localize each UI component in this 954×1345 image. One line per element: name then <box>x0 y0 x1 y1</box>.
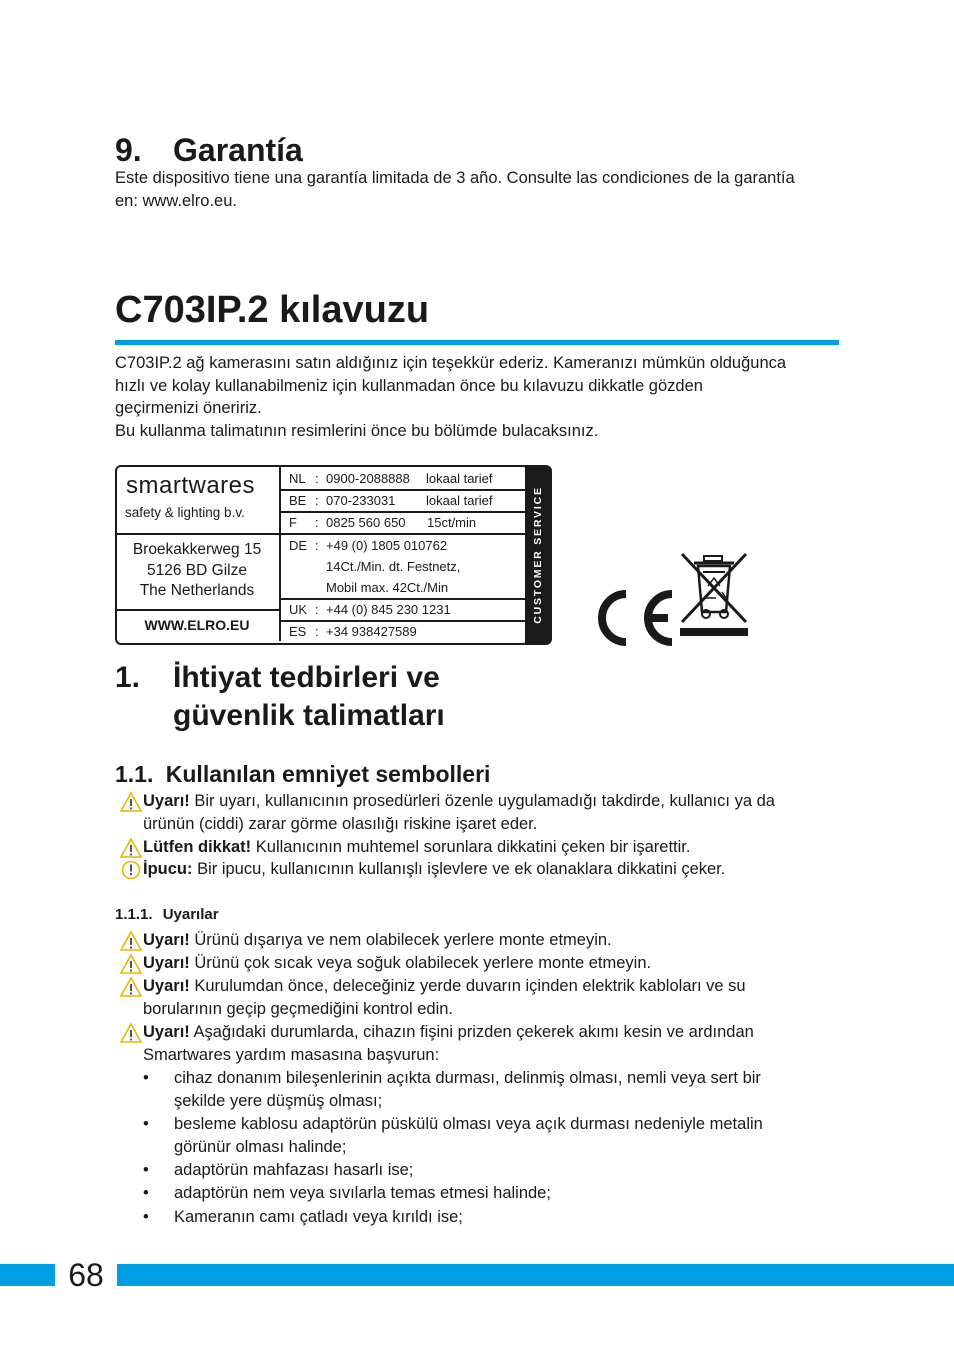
list-item-text: adaptörün nem veya sıvılarla temas etmesi halinde; <box>174 1184 551 1202</box>
intro-line: geçirmenizi öneririz. <box>115 399 262 417</box>
rate: Mobil max. 42Ct./Min <box>326 580 449 595</box>
section-title-line: İhtiyat tedbirleri ve <box>173 661 440 694</box>
separator: : <box>315 538 319 553</box>
section-number: 1.1. <box>115 761 154 787</box>
item-text: ürünün (ciddi) zarar görme olasılığı riskine işaret eder. <box>143 814 538 833</box>
divider <box>281 620 525 622</box>
section-1-1-heading <box>115 759 490 789</box>
warning-label: Uyarı! <box>143 954 190 972</box>
phone-number: +49 (0) 1805 010762 <box>326 538 448 553</box>
item-text: Smartwares yardım masasına başvurun: <box>143 1045 440 1064</box>
item-text: Kurulumdan önce, deleceğiniz yerde duvarın içinden elektrik kabloları ve su <box>189 977 746 995</box>
brand-subtitle: safety & lighting b.v. <box>125 505 245 520</box>
list-item-text: cihaz donanım bileşenlerinin açıkta durması, delinmiş olması, nemli veya sert bir <box>174 1069 761 1087</box>
bullet-marker: • <box>143 1115 149 1133</box>
phone-number: 0825 560 650 <box>326 515 406 530</box>
warranty-text: Este dispositivo tiene una garantía limitada de 3 año. Consulte las condiciones de la garantía en: www.elro.eu. <box>115 169 795 210</box>
phone-number: +34 938427589 <box>326 624 417 639</box>
warning-triangle-icon <box>120 931 142 951</box>
caution-label: Lütfen dikkat! <box>143 838 252 856</box>
page-number: 68 <box>55 1255 117 1295</box>
intro-line: Bu kullanma talimatının resimlerini önce bu bölümde bulacaksınız. <box>115 421 599 440</box>
item-text: Ürünü çok sıcak veya soğuk olabilecek yerlere monte etmeyin. <box>189 954 652 972</box>
country-code: DE <box>289 538 308 553</box>
country-code: UK <box>289 602 308 617</box>
website-url: WWW.ELRO.EU <box>144 617 250 633</box>
warning-label: Uyarı! <box>143 931 190 949</box>
section-1-heading <box>115 660 615 740</box>
address-line: 5126 BD Gilze <box>147 561 247 579</box>
page-title: C703IP.2 kılavuzu <box>115 289 430 331</box>
customer-service-title: CUSTOMER SERVICE <box>532 486 544 624</box>
list-item-text: adaptörün mahfazası hasarlı ise; <box>174 1161 414 1179</box>
address-line: Broekakkerweg 15 <box>132 541 262 558</box>
intro-line: C703IP.2 ağ kamerasını satın aldığınız için teşekkür ederiz. Kameranızı mümkün olduğunca <box>115 354 787 372</box>
section-title-line: güvenlik talimatları <box>173 699 445 732</box>
list-item-text: görünür olması halinde; <box>174 1137 347 1156</box>
warning-triangle-icon <box>120 954 142 974</box>
item-text: Aşağıdaki durumlarda, cihazın fişini prizden çekerek akımı kesin ve ardından <box>189 1023 754 1041</box>
warning-triangle-icon <box>120 1023 142 1043</box>
footer-bar <box>0 1264 954 1286</box>
intro-line: hızlı ve kolay kullanabilmeniz için kullanmadan önce bu kılavuzu dikkatle gözden <box>115 376 703 395</box>
separator: : <box>315 624 319 639</box>
bullet-marker: • <box>143 1069 149 1087</box>
country-code: BE <box>289 493 307 508</box>
list-item-text: besleme kablosu adaptörün püskülü olması veya açık durması nedeniyle metalin <box>174 1115 763 1133</box>
divider <box>281 533 525 535</box>
list-item-text: şekilde yere düşmüş olması; <box>174 1091 383 1110</box>
separator: : <box>315 493 319 508</box>
rate: 15ct/min <box>427 515 477 530</box>
separator: : <box>315 471 319 486</box>
company-address <box>115 533 279 611</box>
section-1-1-1-heading <box>115 906 219 923</box>
section-9-heading <box>115 130 303 170</box>
rate: lokaal tarief <box>426 493 493 508</box>
divider <box>279 465 281 641</box>
section-number: 1. <box>115 661 141 694</box>
divider <box>281 511 525 513</box>
weee-crossed-bin-icon <box>676 550 752 638</box>
address-line: The Netherlands <box>139 582 255 599</box>
bullet-marker: • <box>143 1161 149 1179</box>
item-text: Bir ipucu, kullanıcının kullanışlı işlevlere ve ek olanaklara dikkatini çeker. <box>192 860 726 878</box>
section-title: Kullanılan emniyet sembolleri <box>165 761 491 787</box>
section-title: Uyarılar <box>162 906 219 923</box>
section-number: 9. <box>115 132 142 168</box>
country-code: F <box>289 515 297 530</box>
country-code: NL <box>289 471 306 486</box>
tip-exclamation-icon <box>120 860 142 880</box>
bullet-marker: • <box>143 1208 149 1226</box>
ce-mark-icon <box>586 588 678 648</box>
list-item-text: Kameranın camı çatladı veya kırıldı ise; <box>174 1208 463 1226</box>
warning-triangle-icon <box>120 977 142 997</box>
rate: 14Ct./Min. dt. Festnetz, <box>326 559 461 574</box>
item-text: Kullanıcının muhtemel sorunlara dikkatini çeken bir işarettir. <box>251 838 691 856</box>
divider <box>281 489 525 491</box>
bullet-marker: • <box>143 1184 149 1202</box>
title-underline <box>115 340 839 345</box>
warning-triangle-icon <box>120 792 142 812</box>
tip-label: İpucu: <box>143 860 193 878</box>
warning-label: Uyarı! <box>143 792 190 810</box>
separator: : <box>315 515 319 530</box>
warning-label: Uyarı! <box>143 977 190 995</box>
warning-label: Uyarı! <box>143 1023 190 1041</box>
phone-number: +44 (0) 845 230 1231 <box>326 602 451 617</box>
brand-name: smartwares <box>126 472 256 499</box>
item-text: Bir uyarı, kullanıcının prosedürleri özenle uygulamadığı takdirde, kullanıcı ya da <box>189 792 775 810</box>
phone-number: 0900-2088888 <box>326 471 410 486</box>
divider <box>281 598 525 600</box>
phone-number: 070-233031 <box>326 493 396 508</box>
item-text: Ürünü dışarıya ve nem olabilecek yerlere monte etmeyin. <box>189 931 612 949</box>
item-text: borularının geçip geçmediğini kontrol edin. <box>143 999 454 1018</box>
warning-triangle-icon <box>120 838 142 858</box>
intro-paragraph <box>115 352 850 442</box>
section-number: 1.1.1. <box>115 906 153 923</box>
section-title: Garantía <box>173 132 303 168</box>
rate: lokaal tarief <box>426 471 493 486</box>
separator: : <box>315 602 319 617</box>
country-code: ES <box>289 624 307 639</box>
customer-service-label <box>115 465 552 645</box>
